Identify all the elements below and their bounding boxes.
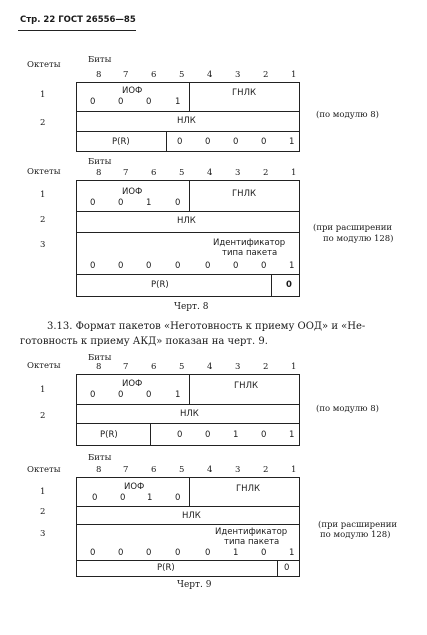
field-packet-type-id-line2: типа пакета [222, 248, 278, 258]
bit-value: 1 [289, 261, 295, 271]
bit-number: 7 [123, 362, 129, 372]
bit-value: 0 [205, 261, 211, 271]
field-pr: P(R) [157, 563, 175, 573]
bit-value: 0 [118, 198, 124, 208]
octet-number: 2 [40, 118, 46, 128]
bit-number: 1 [291, 362, 297, 372]
bit-value: 0 [261, 261, 267, 271]
modulo-note: (по модулю 8) [316, 110, 379, 120]
octet-number: 1 [40, 385, 46, 395]
bit-value: 0 [175, 548, 181, 558]
bit-number: 8 [96, 70, 102, 80]
divider [76, 524, 300, 525]
octet-number: 1 [40, 190, 46, 200]
bit-value: 1 [289, 137, 295, 147]
bit-value: 1 [146, 198, 152, 208]
bit-value: 1 [147, 493, 153, 503]
bit-value: 0 [120, 493, 126, 503]
modulo-note: (при расширении [318, 520, 398, 530]
bits-label: Биты [88, 157, 112, 167]
bit-value: 0 [175, 261, 181, 271]
octet-number: 1 [40, 487, 46, 497]
bit-value: 0 [205, 548, 211, 558]
bit-value: 0 [233, 137, 239, 147]
bit-number: 3 [235, 70, 241, 80]
field-iof: ИОФ [122, 187, 143, 197]
bit-value: 0 [261, 548, 267, 558]
field-nlk: НЛК [180, 409, 199, 419]
bit-value: 0 [118, 390, 124, 400]
divider [189, 82, 190, 111]
field-nlk: НЛК [177, 116, 196, 126]
modulo-note: (по модулю 8) [316, 404, 379, 414]
bit-value: 1 [289, 548, 295, 558]
bit-value: 0 [284, 563, 290, 573]
field-pr: P(R) [151, 280, 169, 290]
divider [271, 274, 272, 297]
bit-number: 3 [235, 362, 241, 372]
bit-number: 6 [151, 362, 157, 372]
octet-number: 1 [40, 90, 46, 100]
field-gnlk: ГНЛК [232, 189, 257, 199]
octet-number: 2 [40, 507, 46, 517]
bit-value: 0 [205, 137, 211, 147]
divider [189, 477, 190, 506]
bit-number: 4 [207, 70, 213, 80]
header-rule [18, 30, 136, 31]
bit-number: 8 [96, 168, 102, 178]
field-iof: ИОФ [122, 379, 143, 389]
page-header: Стр. 22 ГОСТ 26556—85 [20, 15, 136, 25]
bit-number: 2 [263, 465, 269, 475]
field-pr: P(R) [100, 430, 118, 440]
bit-number: 1 [291, 70, 297, 80]
divider [76, 211, 300, 212]
divider [76, 404, 300, 405]
bit-number: 8 [96, 362, 102, 372]
divider [76, 111, 300, 112]
bit-value: 0 [118, 97, 124, 107]
bit-value: 0 [175, 198, 181, 208]
bit-number: 8 [96, 465, 102, 475]
bit-number: 4 [207, 465, 213, 475]
modulo-note-line2: по модулю 128) [323, 234, 394, 244]
divider [76, 131, 300, 132]
modulo-note: (при расширении [313, 223, 393, 233]
octets-label: Октеты [27, 167, 61, 177]
bit-value: 1 [233, 430, 239, 440]
figure-caption: Черт. 8 [174, 302, 209, 312]
divider [76, 506, 300, 507]
octets-label: Октеты [27, 465, 61, 475]
divider [150, 423, 151, 446]
bits-label: Биты [88, 55, 112, 65]
octet-number: 2 [40, 411, 46, 421]
bit-value: 0 [286, 280, 292, 290]
bit-number: 6 [151, 465, 157, 475]
bit-number: 1 [291, 168, 297, 178]
paragraph-line: готовность к приему АКД» показан на черт. 9. [20, 336, 268, 347]
bit-number: 5 [179, 362, 185, 372]
bit-value: 1 [175, 390, 181, 400]
bit-number: 5 [179, 465, 185, 475]
modulo-note-line2: по модулю 128) [320, 530, 391, 540]
divider [76, 560, 300, 561]
bit-number: 2 [263, 168, 269, 178]
bit-value: 0 [118, 261, 124, 271]
field-packet-type-id: Идентификатор [215, 527, 288, 537]
bit-value: 0 [205, 430, 211, 440]
field-iof: ИОФ [124, 482, 145, 492]
bit-number: 6 [151, 70, 157, 80]
bit-number: 7 [123, 168, 129, 178]
bit-value: 0 [146, 390, 152, 400]
field-gnlk: ГНЛК [234, 381, 259, 391]
bit-value: 0 [90, 261, 96, 271]
divider [189, 374, 190, 404]
field-gnlk: ГНЛК [232, 88, 257, 98]
bit-value: 0 [261, 430, 267, 440]
bit-number: 1 [291, 465, 297, 475]
octets-label: Октеты [27, 60, 61, 70]
bit-value: 0 [146, 548, 152, 558]
bit-number: 4 [207, 168, 213, 178]
bit-value: 0 [90, 390, 96, 400]
bit-value: 0 [177, 430, 183, 440]
divider [76, 274, 300, 275]
bit-value: 0 [175, 493, 181, 503]
bit-value: 0 [90, 548, 96, 558]
bit-value: 0 [261, 137, 267, 147]
bit-number: 3 [235, 465, 241, 475]
bit-value: 0 [90, 97, 96, 107]
octet-number: 2 [40, 215, 46, 225]
field-pr: P(R) [112, 137, 130, 147]
field-nlk: НЛК [177, 216, 196, 226]
bit-value: 1 [289, 430, 295, 440]
bits-label: Биты [88, 453, 112, 463]
octet-number: 3 [40, 529, 46, 539]
bit-value: 0 [92, 493, 98, 503]
octets-label: Октеты [27, 361, 61, 371]
divider [277, 560, 278, 577]
paragraph-line: 3.13. Формат пакетов «Неготовность к приему ООД» и «Не- [47, 321, 366, 332]
octet-number: 3 [40, 240, 46, 250]
bit-value: 0 [146, 261, 152, 271]
bit-number: 5 [179, 168, 185, 178]
bit-value: 0 [177, 137, 183, 147]
bit-number: 7 [123, 70, 129, 80]
field-packet-type-id: Идентификатор [213, 238, 286, 248]
bit-number: 5 [179, 70, 185, 80]
field-iof: ИОФ [122, 86, 143, 96]
bit-number: 6 [151, 168, 157, 178]
divider [76, 232, 300, 233]
bit-value: 1 [175, 97, 181, 107]
bit-value: 1 [233, 548, 239, 558]
field-nlk: НЛК [182, 511, 201, 521]
field-gnlk: ГНЛК [236, 484, 261, 494]
bit-number: 7 [123, 465, 129, 475]
bit-value: 0 [118, 548, 124, 558]
field-packet-type-id-line2: типа пакета [224, 537, 280, 547]
bit-value: 0 [233, 261, 239, 271]
figure-caption: Черт. 9 [177, 580, 212, 590]
bit-number: 4 [207, 362, 213, 372]
bit-value: 0 [90, 198, 96, 208]
divider [166, 131, 167, 152]
divider [76, 423, 300, 424]
bit-value: 0 [146, 97, 152, 107]
bit-number: 2 [263, 362, 269, 372]
bit-number: 3 [235, 168, 241, 178]
divider [189, 180, 190, 211]
bit-number: 2 [263, 70, 269, 80]
bits-label: Биты [88, 353, 112, 363]
